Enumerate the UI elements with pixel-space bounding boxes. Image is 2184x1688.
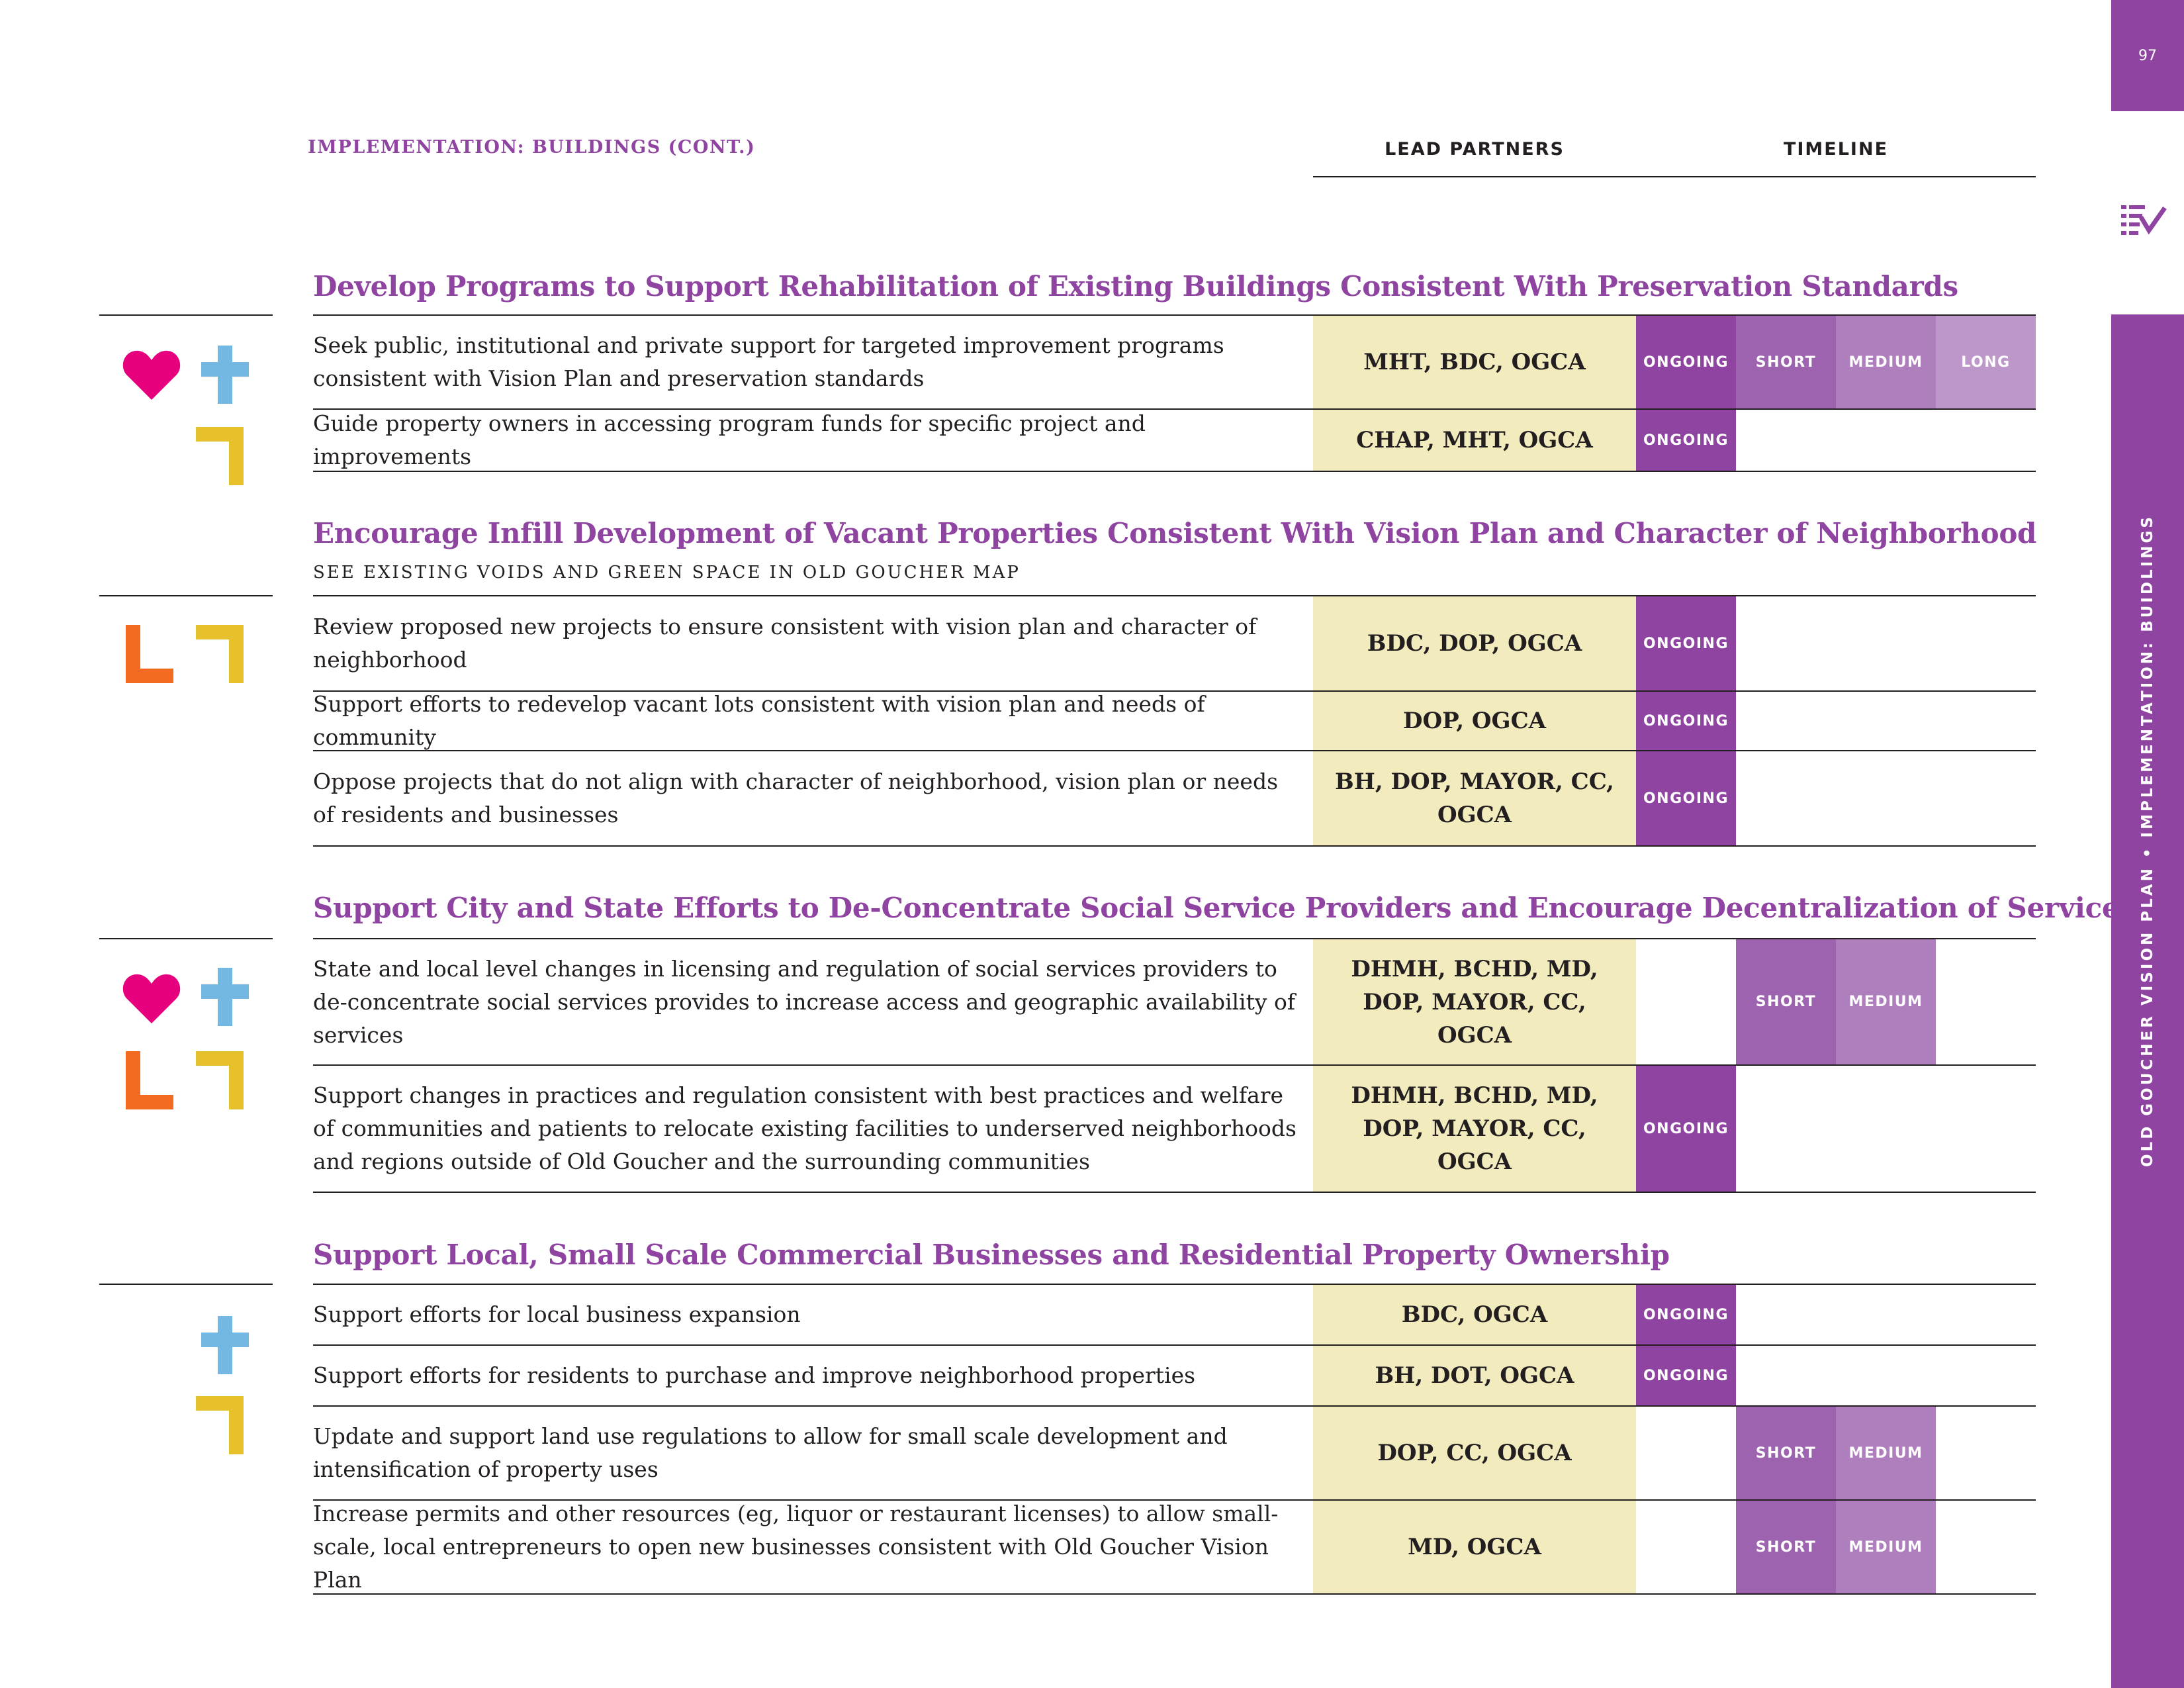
lead-partners-cell: BH, DOT, OGCA — [1313, 1346, 1636, 1405]
timeline-ongoing: ONGOING — [1636, 316, 1736, 408]
orange-corner-icon — [126, 625, 173, 683]
lead-partners-cell: MD, OGCA — [1313, 1501, 1636, 1593]
action-text: State and local level changes in licensing and regulation of social services providers to de-concentrate social services provides to increase access and geographic availability of services — [313, 955, 1296, 1048]
action-text: Guide property owners in accessing program funds for specific project and improvements — [313, 410, 1146, 469]
yellow-corner-icon — [196, 625, 244, 683]
row-divider — [313, 845, 2036, 847]
section-title: Encourage Infill Development of Vacant Properties Consistent With Vision Plan and Character of Neighborhood — [313, 517, 2037, 549]
timeline-short: SHORT — [1736, 1407, 1836, 1499]
action-text: Oppose projects that do not align with character of neighborhood, vision plan or needs of residents and businesses — [313, 769, 1279, 827]
lead-partners-cell: DOP, OGCA — [1313, 692, 1636, 750]
yellow-corner-icon — [196, 1396, 244, 1454]
timeline-short: SHORT — [1736, 1501, 1836, 1593]
timeline-ongoing: ONGOING — [1636, 596, 1736, 690]
timeline-long: LONG — [1936, 316, 2036, 408]
lead-partners-cell: BDC, OGCA — [1313, 1285, 1636, 1344]
yellow-corner-icon — [196, 427, 244, 485]
lead-partners-cell: DOP, CC, OGCA — [1313, 1407, 1636, 1499]
section-title: Support Local, Small Scale Commercial Businesses and Residential Property Ownership — [313, 1239, 1670, 1271]
timeline-header: TIMELINE — [1783, 139, 1889, 160]
heart-icon — [122, 350, 181, 400]
timeline-medium: MEDIUM — [1836, 1407, 1936, 1499]
cross-icon — [201, 346, 249, 404]
action-text: Update and support land use regulations to allow for small scale development and intensification of property uses — [313, 1423, 1228, 1482]
lead-partners-cell: MHT, BDC, OGCA — [1313, 316, 1636, 408]
page-number: 97 — [2138, 48, 2157, 64]
checklist-icon — [2121, 204, 2167, 237]
orange-corner-icon — [126, 1051, 173, 1109]
lead-partners-cell: BH, DOP, MAYOR, CC, OGCA — [1313, 751, 1636, 845]
lead-partners-cell: CHAP, MHT, OGCA — [1313, 410, 1636, 471]
section-subtitle: SEE EXISTING VOIDS AND GREEN SPACE IN OLD GOUCHER MAP — [313, 563, 1021, 583]
side-bar-title: OLD GOUCHER VISION PLAN • IMPLEMENTATION: BUIDLINGS — [2139, 514, 2156, 1167]
icon-divider — [99, 595, 273, 596]
header-divider — [1313, 176, 2036, 177]
cross-icon — [201, 1316, 249, 1374]
section-title: Support City and State Efforts to De-Concentrate Social Service Providers and Encourage Decentralization of Services — [313, 892, 2135, 924]
row-divider — [313, 471, 2036, 472]
heart-icon — [122, 973, 181, 1023]
icon-divider — [99, 1284, 273, 1285]
action-text: Review proposed new projects to ensure consistent with vision plan and character of neighborhood — [313, 614, 1257, 673]
timeline-ongoing: ONGOING — [1636, 410, 1736, 471]
action-text: Support efforts to redevelop vacant lots consistent with vision plan and needs of community — [313, 691, 1205, 750]
icon-divider — [99, 314, 273, 316]
action-text: Increase permits and other resources (eg, liquor or restaurant licenses) to allow small-scale, local entrepreneurs to open new businesses consistent with Old Goucher Vision Plan — [313, 1501, 1279, 1593]
action-text: Support efforts for residents to purchase and improve neighborhood properties — [313, 1362, 1196, 1388]
timeline-ongoing: ONGOING — [1636, 1346, 1736, 1405]
lead-partners-cell: DHMH, BCHD, MD, DOP, MAYOR, CC, OGCA — [1313, 939, 1636, 1064]
lead-partners-cell: DHMH, BCHD, MD, DOP, MAYOR, CC, OGCA — [1313, 1066, 1636, 1192]
timeline-ongoing: ONGOING — [1636, 751, 1736, 845]
action-text: Seek public, institutional and private support for targeted improvement programs consistent with Vision Plan and preservation standards — [313, 332, 1224, 391]
action-text: Support efforts for local business expansion — [313, 1301, 801, 1327]
action-text: Support changes in practices and regulation consistent with best practices and welfare of communities and patients to relocate existing facilities to underserved neighborhoods and regions outside of Old Goucher and the surrounding communities — [313, 1082, 1297, 1174]
lead-partners-cell: BDC, DOP, OGCA — [1313, 596, 1636, 690]
section-title: Develop Programs to Support Rehabilitation of Existing Buildings Consistent With Preservation Standards — [313, 270, 1958, 303]
timeline-ongoing: ONGOING — [1636, 1285, 1736, 1344]
timeline-short: SHORT — [1736, 316, 1836, 408]
timeline-medium: MEDIUM — [1836, 316, 1936, 408]
yellow-corner-icon — [196, 1051, 244, 1109]
row-divider — [313, 1192, 2036, 1193]
row-divider — [313, 1593, 2036, 1595]
lead-partners-header: LEAD PARTNERS — [1385, 139, 1565, 160]
icon-divider — [99, 938, 273, 939]
timeline-short: SHORT — [1736, 939, 1836, 1064]
timeline-medium: MEDIUM — [1836, 939, 1936, 1064]
timeline-ongoing: ONGOING — [1636, 1066, 1736, 1192]
timeline-ongoing: ONGOING — [1636, 692, 1736, 750]
cross-icon — [201, 968, 249, 1026]
timeline-medium: MEDIUM — [1836, 1501, 1936, 1593]
section-label: IMPLEMENTATION: BUILDINGS (CONT.) — [308, 137, 756, 158]
